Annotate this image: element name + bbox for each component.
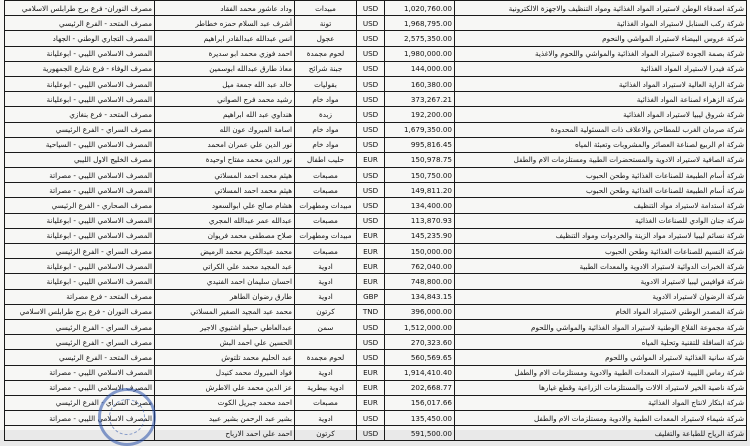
table-row [5, 228, 747, 243]
amount-cell: 270,323.60 [385, 335, 455, 350]
beneficiary-cell: معاذ طارق عبدالله ابوسمين [155, 61, 295, 76]
goods-cell: زبدة [295, 107, 357, 122]
table-body [5, 1, 747, 441]
company-cell: شركة ناصية الخير لاستيراد الالات والمستلزمات الزراعية وقطع غيارها [455, 380, 747, 395]
currency-cell: USD [357, 16, 385, 31]
currency-cell: EUR [357, 259, 385, 274]
company-cell: شركة الزهراء لصناعة المواد الغذائية [455, 92, 747, 107]
currency-cell: USD [357, 198, 385, 213]
company-cell: شركة نسائم ليبيا لاستيراد مواد الزينة والخردوات ومواد التنظيف [455, 228, 747, 243]
table-row [5, 152, 747, 167]
company-cell: شركة ابتكار لانتاج المواد الغذائية [455, 395, 747, 410]
table-row [5, 1, 747, 16]
table-row [5, 213, 747, 228]
bank-cell: المصرف الاسلامي الليبي - مصراتة [5, 411, 155, 426]
currency-cell: USD [357, 183, 385, 198]
goods-cell: لحوم مجمدة [295, 350, 357, 365]
bank-cell: مصرف السراي - الفرع الرئيسي [5, 335, 155, 350]
company-cell: شركة النسيم للصناعات الغذائية وطحن الحبوب [455, 244, 747, 259]
currency-cell: USD [357, 122, 385, 137]
currency-cell: USD [357, 92, 385, 107]
goods-cell: مصبعات [295, 168, 357, 183]
goods-cell: ادوية [295, 411, 357, 426]
currency-cell: USD [357, 1, 385, 16]
beneficiary-cell: عز الدين محمد علي الاطرش [155, 380, 295, 395]
amount-cell: 1,968,795.00 [385, 16, 455, 31]
company-cell: شركة استدامة لاستيراد مواد التنظيف [455, 198, 747, 213]
bank-cell: المصرف الاسلامي الليبي - ابوعليانة [5, 92, 155, 107]
beneficiary-cell: عبدالعاطي حبيلو اشتيوي الاجير [155, 319, 295, 334]
amount-cell: 560,569.65 [385, 350, 455, 365]
goods-cell: ادوية [295, 365, 357, 380]
company-cell: شركة شيماء لاستيراد المعدات الطبية والادوية ومستلزمات الام والطفل [455, 411, 747, 426]
bank-cell: المصرف الاسلامي الليبي - مصراتة [5, 380, 155, 395]
amount-cell: 160,380.00 [385, 76, 455, 91]
amount-cell: 202,668.77 [385, 380, 455, 395]
currency-cell: EUR [357, 152, 385, 167]
currency-cell: EUR [357, 274, 385, 289]
bank-cell: مصرف المتحد - الفرع الرئيسي [5, 350, 155, 365]
table-row [5, 198, 747, 213]
bank-cell: المصرف الاسلامي الليبي - ابوعليانة [5, 274, 155, 289]
amount-cell: 150,978.75 [385, 152, 455, 167]
bank-cell: المصرف الاسلامي الليبي - مصراتة [5, 365, 155, 380]
goods-cell: ادوية بيطرية [295, 380, 357, 395]
beneficiary-cell: احسان سليمان احمد الفنيدي [155, 274, 295, 289]
table-row [5, 92, 747, 107]
currency-cell: EUR [357, 380, 385, 395]
amount-cell: 373,267.21 [385, 92, 455, 107]
amount-cell: 192,200.00 [385, 107, 455, 122]
beneficiary-cell: عبدالله عمر عبدالله المجري [155, 213, 295, 228]
goods-cell: مواد خام [295, 92, 357, 107]
beneficiary-cell: هنداوي عبد الله ابراهيم [155, 107, 295, 122]
bank-cell: مصرف الوفاء - فرع شارع الجمهورية [5, 61, 155, 76]
company-cell: شركة عروس البيضاء لاستيراد المواشي والنحوم [455, 31, 747, 46]
currency-cell: USD [357, 411, 385, 426]
goods-cell: مواد خام [295, 137, 357, 152]
goods-cell: ادوية [295, 259, 357, 274]
currency-cell: USD [357, 426, 385, 441]
table-row [5, 137, 747, 152]
amount-cell: 1,980,000.00 [385, 46, 455, 61]
currency-cell: USD [357, 31, 385, 46]
bank-cell: المصرف الاسلامي الليبي - مصراتة [5, 168, 155, 183]
goods-cell: مصبعات [295, 395, 357, 410]
bank-cell: مصرف المتحد - فرع بنغازي [5, 107, 155, 122]
amount-cell: 2,575,350.00 [385, 31, 455, 46]
goods-cell: بقوليات [295, 76, 357, 91]
company-cell: شركة الراية العالية لاستيراد المواد الغذائية [455, 76, 747, 91]
bank-cell: المصرف الاسلامي الليبي - ابوعليانة [5, 76, 155, 91]
credit-table [4, 0, 747, 441]
currency-cell: USD [357, 61, 385, 76]
currency-cell: USD [357, 76, 385, 91]
company-cell: شركة قوافيس ليبيا لاستيراد الادوية [455, 274, 747, 289]
company-cell: شركة أسام الطبيعة للصناعات الغذائية وطحن الحبوب [455, 168, 747, 183]
amount-cell: 995,816.45 [385, 137, 455, 152]
bank-cell: مصرف المتحد - فرع مصراتة [5, 289, 155, 304]
company-cell: شركة رماس الليبية لاستيراد المعدات الطبية والادوية ومستلزمات الام والطفل [455, 365, 747, 380]
company-cell: شركة الصافية لاستيراد الادوية والمستحضرات الطبية ومستلزمات الام والطفل [455, 152, 747, 167]
beneficiary-cell: طارق رضوان الطاهر [155, 289, 295, 304]
bank-cell: مصرف النوران - فرع برج طرابلس الاسلامي [5, 304, 155, 319]
table-row [5, 46, 747, 61]
company-cell: شركة ركب السنابل لاستيراد المواد الغذائية [455, 16, 747, 31]
goods-cell: مبيدات ومطهرات [295, 228, 357, 243]
currency-cell: USD [357, 46, 385, 61]
goods-cell: مبيدات [295, 1, 357, 16]
beneficiary-cell: احمد محمد جبريل الكوت [155, 395, 295, 410]
bank-cell: المصرف الاسلامي الليبي - السياحية [5, 137, 155, 152]
beneficiary-cell: نور الدين علي عمران امحمد [155, 137, 295, 152]
bank-cell: مصرف الخليج الاول الليبي [5, 152, 155, 167]
beneficiary-cell: محمد عبد المجيد الصغير المسلاتي [155, 304, 295, 319]
bank-cell: المصرف الاسلامي الليبي - ابوعليانة [5, 259, 155, 274]
table-row [5, 61, 747, 76]
table-row [5, 76, 747, 91]
goods-cell: تونة [295, 16, 357, 31]
currency-cell: EUR [357, 365, 385, 380]
bank-cell: مصرف المتحد - الفرع الرئيسي [5, 16, 155, 31]
company-cell: شركة سانية الغذائية لاستيراد المواشي واللحوم [455, 350, 747, 365]
table-row [5, 122, 747, 137]
table-row [5, 31, 747, 46]
amount-cell: 134,400.00 [385, 198, 455, 213]
amount-cell: 156,017.66 [385, 395, 455, 410]
company-cell: شركة مجموعة القلاع الوطنية لاستيراد المواد الغذائية والمواشي واللحوم [455, 319, 747, 334]
beneficiary-cell: بشير عبد الرحمن بشير عبيد [155, 411, 295, 426]
amount-cell: 1,679,350.00 [385, 122, 455, 137]
beneficiary-cell: خالد عبد الله جمعة ميل [155, 76, 295, 91]
beneficiary-cell: عبد الحليم محمد تلتوش [155, 350, 295, 365]
company-cell: شركة الخبرات الدوائية لاستيراد الادوية والمعدات الطبية [455, 259, 747, 274]
currency-cell: USD [357, 107, 385, 122]
amount-cell: 591,500.00 [385, 426, 455, 441]
goods-cell: كرتون [295, 304, 357, 319]
company-cell: شركة السافلة للتقنية وتحلية المياه [455, 335, 747, 350]
table-row [5, 365, 747, 380]
company-cell: شركة شروق ليبيا لاستيراد المواد الغذائية [455, 107, 747, 122]
currency-cell: EUR [357, 228, 385, 243]
table-row [5, 304, 747, 319]
table-row [5, 183, 747, 198]
bank-cell: مصرف السراي - الفرع الرئيسي [5, 319, 155, 334]
amount-cell: 134,843.15 [385, 289, 455, 304]
table-row [5, 335, 747, 350]
table-row [5, 168, 747, 183]
table-row [5, 259, 747, 274]
table-row [5, 107, 747, 122]
table-row [5, 289, 747, 304]
currency-cell: USD [357, 213, 385, 228]
goods-cell: مبيدات ومطهرات [295, 198, 357, 213]
beneficiary-cell: هشام صالح علي ابوالسعود [155, 198, 295, 213]
beneficiary-cell: نور الدين محمد مفتاح اوحيدة [155, 152, 295, 167]
goods-cell: ادوية [295, 274, 357, 289]
amount-cell: 150,000.00 [385, 244, 455, 259]
currency-cell: USD [357, 319, 385, 334]
currency-cell: GBP [357, 289, 385, 304]
goods-cell: مواد خام [295, 122, 357, 137]
bank-cell: المصرف الاسلامي الليبي - ابوعليانة [5, 46, 155, 61]
company-cell: شركة الرياح للطباعة والتغليف [455, 426, 747, 441]
amount-cell: 113,870.93 [385, 213, 455, 228]
amount-cell: 1,020,760.00 [385, 1, 455, 16]
bank-cell: المصرف الاسلامي الليبي - ابوعليانة [5, 213, 155, 228]
table-row [5, 319, 747, 334]
amount-cell: 748,800.00 [385, 274, 455, 289]
beneficiary-cell: الحسين علي احمد البش [155, 335, 295, 350]
currency-cell: TND [357, 304, 385, 319]
currency-cell: USD [357, 350, 385, 365]
amount-cell: 762,040.00 [385, 259, 455, 274]
beneficiary-cell: محمد عبدالكريم محمد الرميض [155, 244, 295, 259]
bank-cell: مصرف النوران- فرع برج طرابلس الاسلامي [5, 1, 155, 16]
company-cell: شركة الرضوان لاستيراد الادوية [455, 289, 747, 304]
bank-cell: مصرف السراي - الفرع الرئيسي [5, 244, 155, 259]
beneficiary-cell: هيثم محمد احمد المسلاتي [155, 183, 295, 198]
beneficiary-cell: عبد المجيد محمد علي الكراتي [155, 259, 295, 274]
goods-cell: جبنة شرائح [295, 61, 357, 76]
goods-cell: حليب اطفال [295, 152, 357, 167]
company-cell: شركة اصدقاء الوطن لاستيراد المواد الغذائية ومواد التنظيف والاجهزة الالكترونية [455, 1, 747, 16]
bank-cell: المصرف الاسلامي الليبي - مصراتة [5, 183, 155, 198]
goods-cell: لحوم مجمدة [295, 46, 357, 61]
table-row [5, 16, 747, 31]
official-stamp [98, 388, 156, 446]
beneficiary-cell: اسامة المبروك عون الله [155, 122, 295, 137]
goods-cell: مصبعات [295, 244, 357, 259]
table-row [5, 350, 747, 365]
company-cell: شركة أسام الطبيعة للصناعات الغذائية وطحن الحبوب [455, 183, 747, 198]
currency-cell: USD [357, 168, 385, 183]
beneficiary-cell: فواد المبروك محمد كنيدل [155, 365, 295, 380]
goods-cell: عجول [295, 31, 357, 46]
amount-cell: 150,750.00 [385, 168, 455, 183]
beneficiary-cell: وداد عاشور محمد الفقاد [155, 1, 295, 16]
currency-cell: EUR [357, 244, 385, 259]
company-cell: شركة صرمان الغرب للمطاحن والاعلاف ذات المسئولية المحدودة [455, 122, 747, 137]
bank-cell: مصرف السراي - الفرع الرئيسي [5, 395, 155, 410]
company-cell: شركة بصمة الجودة لاستيراد المواد الغذائية والمواشي واللحوم والاغذية [455, 46, 747, 61]
beneficiary-cell: هيثم محمد احمد المسلاتي [155, 168, 295, 183]
goods-cell: كرتون [295, 426, 357, 441]
currency-cell: USD [357, 137, 385, 152]
beneficiary-cell: أشرف عبد السلام حمزه خطاطر [155, 16, 295, 31]
currency-cell: EUR [357, 395, 385, 410]
bank-cell: المصرف الاسلامي الليبي - ابوعليانة [5, 228, 155, 243]
company-cell: شركة ام الربيع لصناعة العصائر والمشروبات وتعبئة المياه [455, 137, 747, 152]
goods-cell [295, 335, 357, 350]
beneficiary-cell: احمد علي احمد الارباح [155, 426, 295, 441]
company-cell: شركة فيدرا لاستيراد المواد الغذائية [455, 61, 747, 76]
goods-cell: سمن [295, 319, 357, 334]
amount-cell: 149,811.20 [385, 183, 455, 198]
amount-cell: 1,512,000.00 [385, 319, 455, 334]
amount-cell: 144,000.00 [385, 61, 455, 76]
amount-cell: 145,235.90 [385, 228, 455, 243]
table-row [5, 274, 747, 289]
goods-cell: مصبعات [295, 213, 357, 228]
amount-cell: 396,000.00 [385, 304, 455, 319]
beneficiary-cell: رشيد محمد فرج الصواني [155, 92, 295, 107]
bank-cell: مصرف الصحاري - الفرع الرئيسي [5, 198, 155, 213]
table-row [5, 244, 747, 259]
amount-cell: 135,450.00 [385, 411, 455, 426]
company-cell: شركة المصدر الوطني لاستيراد المواد الخام [455, 304, 747, 319]
bank-cell: المصرف التجاري الوطني - الجهاد [5, 31, 155, 46]
currency-cell: USD [357, 335, 385, 350]
beneficiary-cell: صلاح مصطفى محمد فريوان [155, 228, 295, 243]
bank-cell: مصرف السراي - الفرع الرئيسي [5, 122, 155, 137]
company-cell: شركة جنان الوادي للصناعات الغذائية [455, 213, 747, 228]
goods-cell: مصبعات [295, 183, 357, 198]
goods-cell: ادوية [295, 289, 357, 304]
amount-cell: 1,914,410.40 [385, 365, 455, 380]
beneficiary-cell: احمد فوزي محمد ابو سديرة [155, 46, 295, 61]
beneficiary-cell: انس عبدالله عبدالقادر ابراهيم [155, 31, 295, 46]
